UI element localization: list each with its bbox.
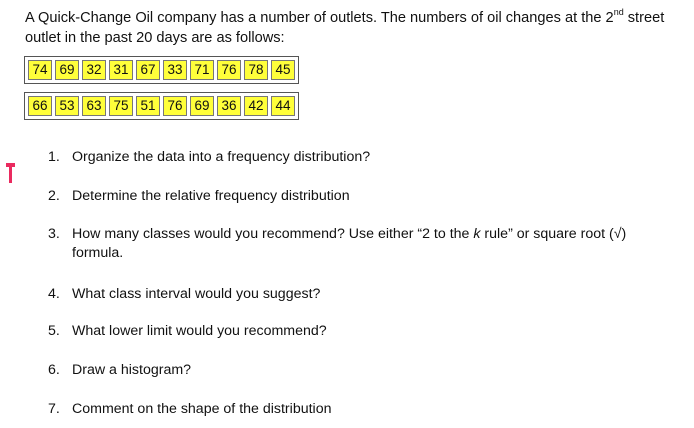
data-table-row-1 <box>24 56 299 84</box>
data-cell: 51 <box>136 96 160 116</box>
question-item <box>48 322 658 341</box>
data-cell: 76 <box>163 96 187 116</box>
question-item <box>48 361 658 380</box>
data-table-row-2 <box>24 92 299 120</box>
data-cell: 45 <box>271 60 295 80</box>
data-cell: 31 <box>109 60 133 80</box>
question-item <box>48 225 658 263</box>
data-cell: 71 <box>190 60 214 80</box>
k-variable: k <box>473 226 481 242</box>
question-item <box>48 187 658 206</box>
question-text: Draw a histogram? <box>72 362 192 378</box>
question-text-part: rule” or square root (√) formula. <box>72 226 627 261</box>
question-text-part: How many classes would you recommend? Use either “2 to the <box>72 226 474 242</box>
intro-text-cont: street outlet in the past 20 days are as follows: <box>25 10 665 46</box>
data-cell: 44 <box>271 96 295 116</box>
question-number: 5. <box>48 323 60 339</box>
question-number: 1. <box>48 149 60 165</box>
data-cell: 36 <box>217 96 241 116</box>
data-cell: 53 <box>55 96 79 116</box>
question-text: What class interval would you suggest? <box>72 286 321 302</box>
question-text: Determine the relative frequency distribution <box>72 188 350 204</box>
question-item <box>48 285 658 304</box>
data-cell: 69 <box>55 60 79 80</box>
data-cell: 33 <box>163 60 187 80</box>
question-text: Comment on the shape of the distribution <box>72 401 332 417</box>
question-number: 4. <box>48 286 60 302</box>
problem-statement <box>25 8 675 48</box>
question-text: What lower limit would you recommend? <box>72 323 327 339</box>
data-cell: 75 <box>109 96 133 116</box>
data-cell: 67 <box>136 60 160 80</box>
data-cell: 69 <box>190 96 214 116</box>
data-cell: 32 <box>82 60 106 80</box>
data-cell: 66 <box>28 96 52 116</box>
question-item <box>48 400 658 419</box>
intro-text: A Quick-Change Oil company has a number of outlets. The numbers of oil changes at the 2 <box>25 10 614 26</box>
data-cell: 78 <box>244 60 268 80</box>
data-cell: 76 <box>217 60 241 80</box>
data-cell: 74 <box>28 60 52 80</box>
question-text: Organize the data into a frequency distribution? <box>72 149 371 165</box>
question-number: 3. <box>48 226 60 242</box>
ordinal-suffix: nd <box>613 7 624 18</box>
data-cell: 63 <box>82 96 106 116</box>
question-number: 2. <box>48 188 60 204</box>
text-cursor-marker-icon <box>6 163 15 183</box>
data-cell: 42 <box>244 96 268 116</box>
question-number: 7. <box>48 401 60 417</box>
question-text <box>72 225 658 263</box>
question-item <box>48 148 658 167</box>
question-number: 6. <box>48 362 60 378</box>
